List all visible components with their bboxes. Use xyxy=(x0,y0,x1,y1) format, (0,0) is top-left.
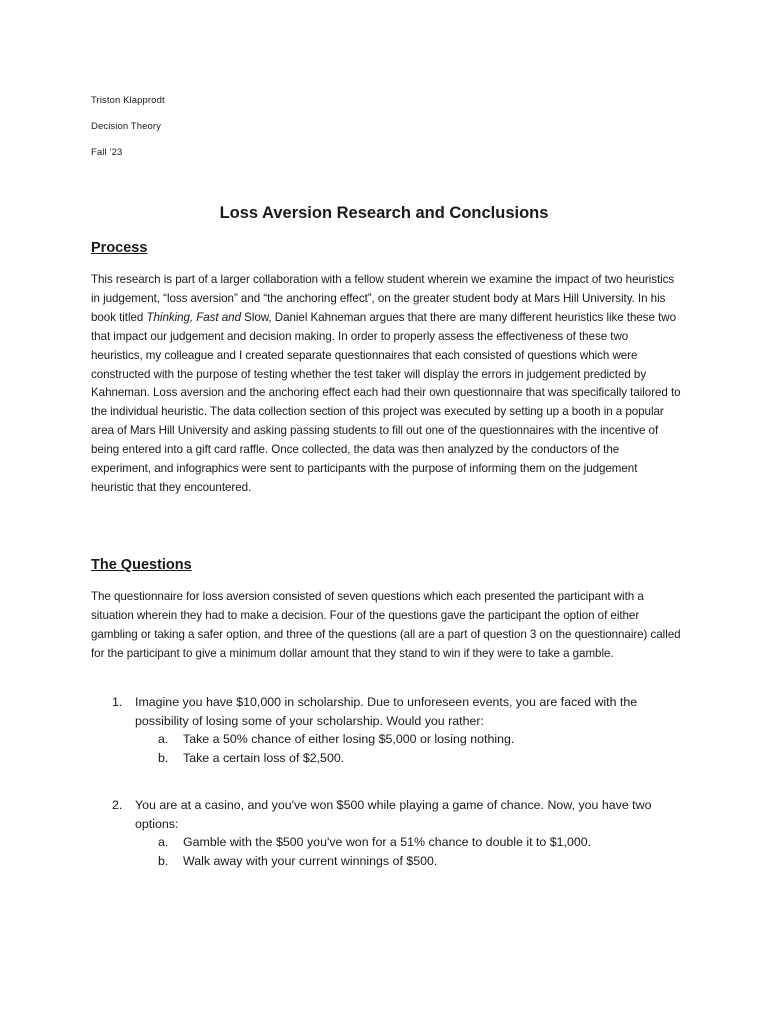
term: Fall ‘23 xyxy=(91,147,123,158)
question-number: 1. xyxy=(112,695,123,709)
process-paragraph xyxy=(91,271,681,498)
book-title: Thinking, Fast and xyxy=(146,310,241,324)
option-text: Walk away with your current winnings of $500. xyxy=(183,853,438,868)
question-option xyxy=(158,852,682,871)
question-text: Imagine you have $10,000 in scholarship. Due to unforeseen events, you are faced with the possibility of losing some of your scholarship. Would you rather: xyxy=(135,695,638,728)
process-text-part-1: This research is part of a larger collaboration with a fellow student wherein we examine the impact of two heuristics in judgement, “loss aversion” and “the anchoring effect”, on the greater student body at Mars Hill University. In his book titled xyxy=(91,273,675,324)
option-letter: b. xyxy=(158,853,169,868)
option-text: Take a certain loss of $2,500. xyxy=(183,750,345,765)
question-text: You are at a casino, and you've won $500 while playing a game of chance. Now, you have two options: xyxy=(135,798,652,831)
option-text: Take a 50% chance of either losing $5,000 or losing nothing. xyxy=(183,732,515,746)
option-text: Gamble with the $500 you've won for a 51% chance to double it to $1,000. xyxy=(183,835,592,849)
option-letter: b. xyxy=(158,750,169,765)
document-title: Loss Aversion Research and Conclusions xyxy=(219,204,549,222)
process-text-part-2: Slow, Daniel Kahneman argues that there are many different heuristics like these two that impact our judgement and decision making. In order to properly assess the effectiveness of these two heuristics, my colleague and I created separate questionnaires that each consisted of questions which were constructed with the purpose of testing whether the test taker will display the errors in judgement predicted by Kahneman. Loss aversion and the anchoring effect each had their own questionnaire that was specifically tailored to the individual heuristic. The data collection section of this project was executed by setting up a booth in a popular area of Mars Hill University and asking passing students to fill out one of the questionnaires with the incentive of being entered into a gift card raffle. Once collected, the data was then analyzed by the conductors of the experiment, and infographics were sent to participants with the purpose of informing them on the judgement heuristic that they encountered. xyxy=(91,310,681,494)
course-name: Decision Theory xyxy=(91,121,161,132)
option-letter: a. xyxy=(158,835,169,849)
question-item-1 xyxy=(112,693,682,767)
questions-heading: The Questions xyxy=(91,557,192,573)
question-item-2 xyxy=(112,796,682,870)
question-option xyxy=(158,730,682,749)
process-heading: Process xyxy=(91,240,148,256)
question-number: 2. xyxy=(112,798,123,812)
question-option xyxy=(158,749,682,768)
questions-intro-paragraph: The questionnaire for loss aversion consisted of seven questions which each presented the participant with a situation wherein they had to make a decision. Four of the questions gave the participant the option of either gambling or taking a safer option, and three of the questions (all are a part of question 3 on the questionnaire) called for the participant to give a minimum dollar amount that they stand to win if they were to take a gamble. xyxy=(91,590,681,660)
author-name: Triston Klapprodt xyxy=(91,95,165,106)
option-letter: a. xyxy=(158,732,169,746)
question-option xyxy=(158,833,682,852)
